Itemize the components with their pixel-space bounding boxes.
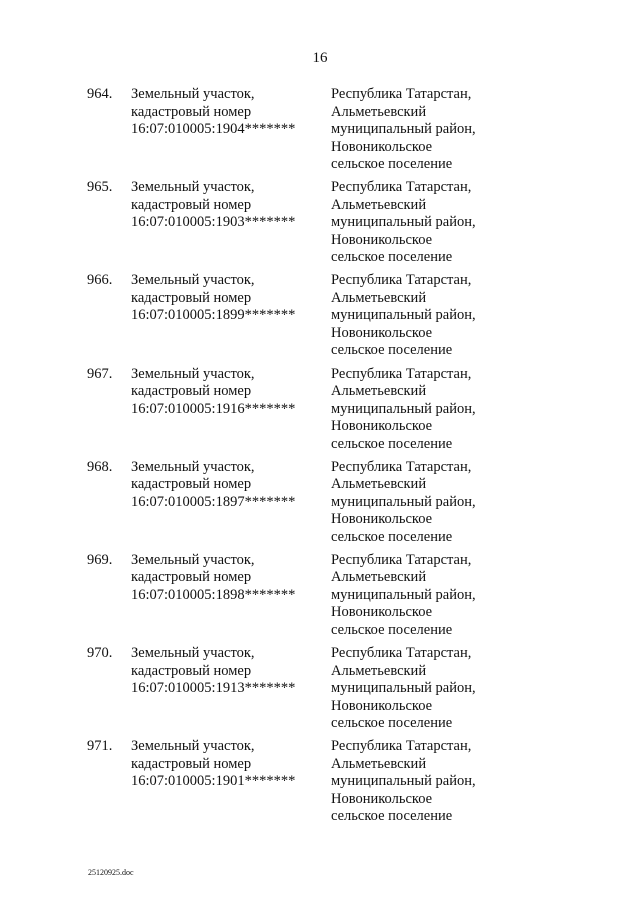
- location-line: муниципальный район,: [331, 214, 476, 231]
- location-line: Альметьевский: [331, 289, 427, 306]
- entry-location: [331, 552, 531, 640]
- location-line: Новоникольское: [331, 324, 433, 341]
- cadastral-number: 16:07:010005:1899*******: [131, 307, 296, 324]
- location-line: Альметьевский: [331, 196, 427, 213]
- entry-location: [331, 86, 531, 174]
- entry-description: [131, 272, 321, 325]
- location-line: Республика Татарстан,: [331, 86, 472, 102]
- list-item: [0, 179, 640, 272]
- description-line: кадастровый номер: [131, 662, 252, 679]
- location-line: Альметьевский: [331, 383, 427, 400]
- entry-number: 970.: [87, 645, 113, 662]
- description-line: кадастровый номер: [131, 569, 252, 586]
- entry-number: 964.: [87, 86, 113, 102]
- location-line: сельское поселение: [331, 808, 453, 825]
- location-line: Новоникольское: [331, 604, 433, 621]
- location-line: муниципальный район,: [331, 493, 476, 510]
- location-line: Республика Татарстан,: [331, 458, 472, 475]
- description-line: Земельный участок,: [131, 645, 255, 662]
- description-line: кадастровый номер: [131, 103, 252, 120]
- description-line: кадастровый номер: [131, 196, 252, 213]
- list-item: [0, 366, 640, 459]
- location-line: муниципальный район,: [331, 121, 476, 137]
- entry-number: 966.: [87, 272, 113, 289]
- location-line: Новоникольское: [331, 418, 433, 435]
- entry-number: 971.: [87, 738, 113, 755]
- entry-description: [131, 645, 321, 698]
- location-line: Республика Татарстан,: [331, 179, 472, 196]
- description-line: кадастровый номер: [131, 755, 252, 772]
- entry-description: [131, 738, 321, 791]
- list-item: [0, 552, 640, 645]
- location-line: сельское поселение: [331, 528, 453, 545]
- location-line: муниципальный район,: [331, 586, 476, 603]
- list-item: [0, 272, 640, 365]
- location-line: сельское поселение: [331, 621, 453, 638]
- list-item: [0, 645, 640, 738]
- cadastral-number: 16:07:010005:1897*******: [131, 493, 296, 510]
- location-line: сельское поселение: [331, 249, 453, 266]
- page-number: 16: [312, 50, 328, 66]
- location-line: Республика Татарстан,: [331, 551, 472, 568]
- location-line: сельское поселение: [331, 156, 453, 172]
- description-line: кадастровый номер: [131, 476, 252, 493]
- location-line: сельское поселение: [331, 715, 453, 732]
- location-line: Альметьевский: [331, 569, 427, 586]
- entry-list: [0, 86, 640, 832]
- entry-description: [131, 179, 321, 232]
- location-line: муниципальный район,: [331, 307, 476, 324]
- entry-description: [131, 552, 321, 605]
- cadastral-number: 16:07:010005:1898*******: [131, 586, 296, 603]
- location-line: Новоникольское: [331, 138, 433, 155]
- location-line: Альметьевский: [331, 662, 427, 679]
- entry-location: [331, 645, 531, 733]
- list-item: [0, 86, 640, 179]
- location-line: Республика Татарстан,: [331, 272, 472, 289]
- location-line: муниципальный район,: [331, 680, 476, 697]
- list-item: [0, 738, 640, 831]
- entry-location: [331, 366, 531, 454]
- entry-location: [331, 738, 531, 826]
- cadastral-number: 16:07:010005:1901*******: [131, 773, 296, 790]
- description-line: кадастровый номер: [131, 289, 252, 306]
- location-line: сельское поселение: [331, 435, 453, 452]
- entry-number: 967.: [87, 365, 113, 382]
- cadastral-number: 16:07:010005:1904*******: [131, 121, 296, 137]
- entry-location: [331, 459, 531, 547]
- location-line: Новоникольское: [331, 790, 433, 807]
- description-line: Земельный участок,: [131, 738, 255, 755]
- location-line: Альметьевский: [331, 103, 427, 120]
- description-line: Земельный участок,: [131, 365, 255, 382]
- description-line: Земельный участок,: [131, 179, 255, 196]
- description-line: Земельный участок,: [131, 551, 255, 568]
- entry-number: 968.: [87, 458, 113, 475]
- location-line: Альметьевский: [331, 476, 427, 493]
- description-line: кадастровый номер: [131, 383, 252, 400]
- entry-location: [331, 272, 531, 360]
- list-item: [0, 459, 640, 552]
- cadastral-number: 16:07:010005:1916*******: [131, 400, 296, 417]
- footer-filename: 25120925.doc: [88, 868, 134, 877]
- location-line: Новоникольское: [331, 231, 433, 248]
- location-line: муниципальный район,: [331, 400, 476, 417]
- entry-number: 969.: [87, 551, 113, 568]
- location-line: Республика Татарстан,: [331, 365, 472, 382]
- cadastral-number: 16:07:010005:1913*******: [131, 680, 296, 697]
- entry-description: [131, 459, 321, 512]
- description-line: Земельный участок,: [131, 458, 255, 475]
- location-line: муниципальный район,: [331, 773, 476, 790]
- description-line: Земельный участок,: [131, 86, 255, 102]
- entry-description: [131, 366, 321, 419]
- location-line: Республика Татарстан,: [331, 645, 472, 662]
- location-line: Новоникольское: [331, 511, 433, 528]
- entry-location: [331, 179, 531, 267]
- location-line: сельское поселение: [331, 342, 453, 359]
- location-line: Республика Татарстан,: [331, 738, 472, 755]
- entry-number: 965.: [87, 179, 113, 196]
- entry-description: [131, 86, 321, 139]
- description-line: Земельный участок,: [131, 272, 255, 289]
- location-line: Новоникольское: [331, 697, 433, 714]
- cadastral-number: 16:07:010005:1903*******: [131, 214, 296, 231]
- location-line: Альметьевский: [331, 755, 427, 772]
